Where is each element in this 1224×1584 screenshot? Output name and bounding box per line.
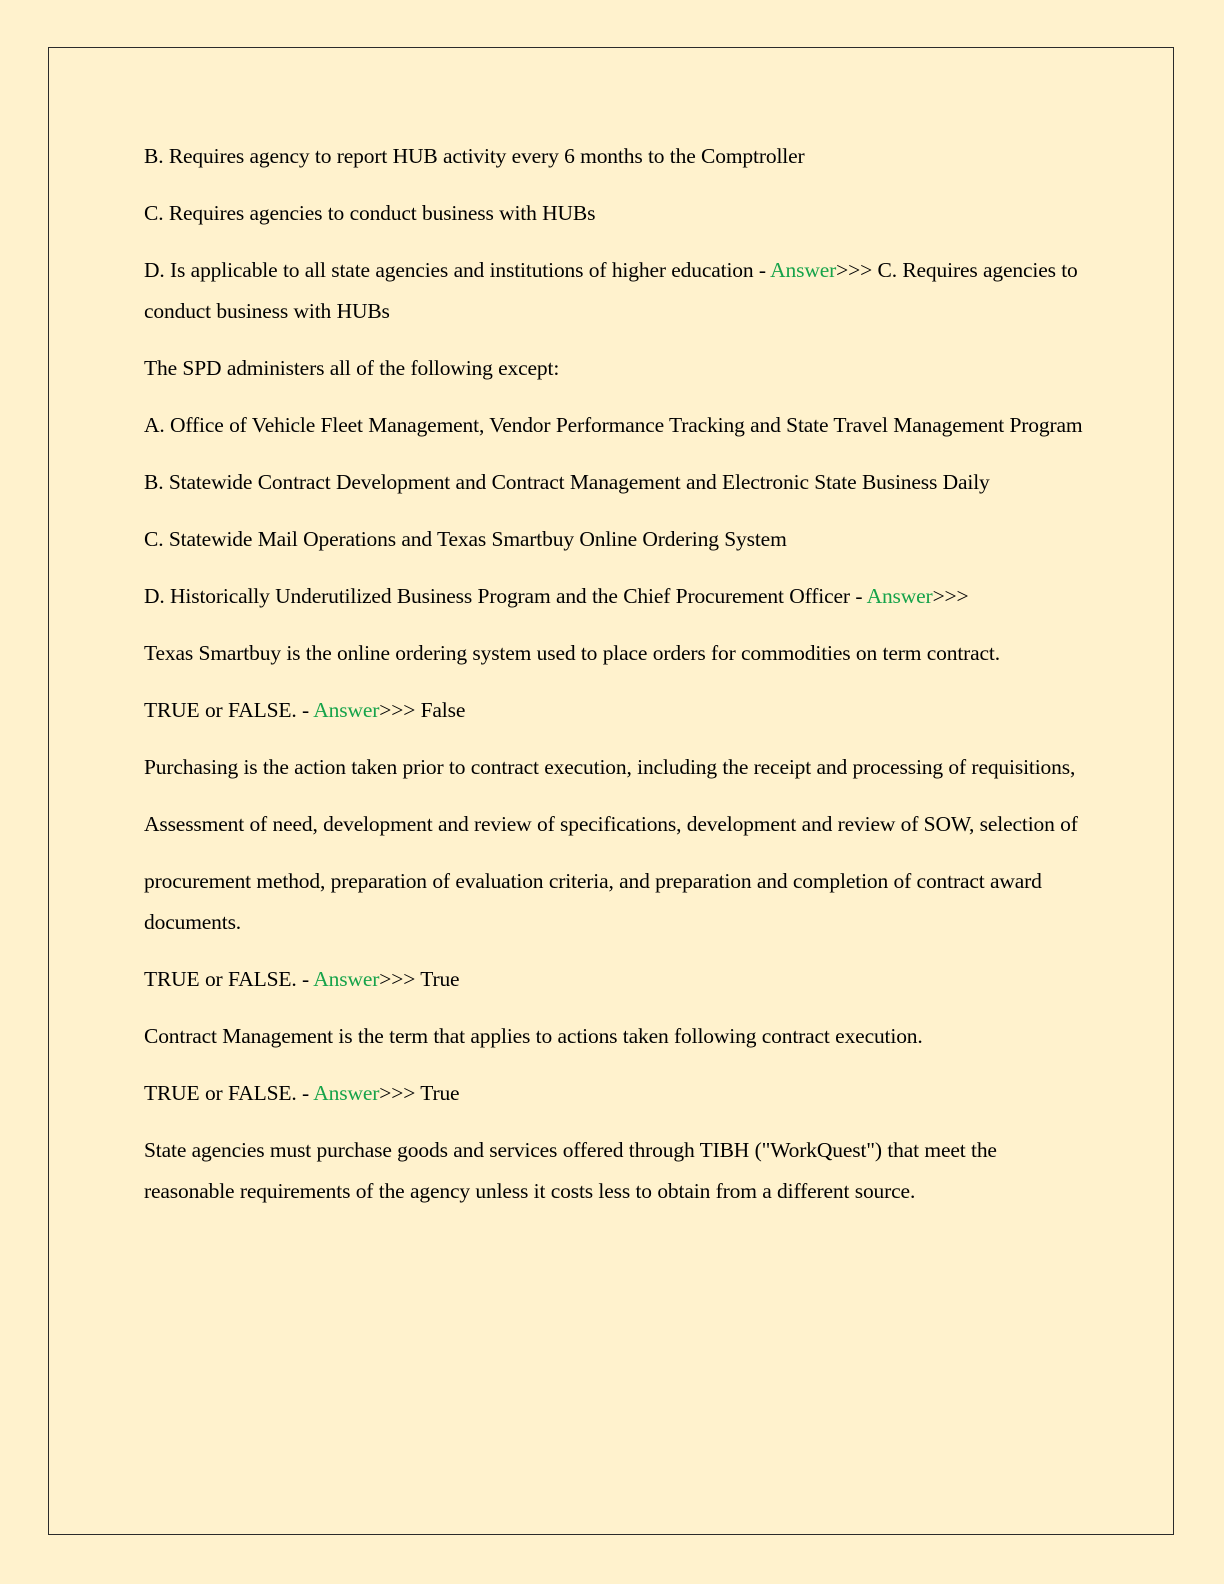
paragraph: TRUE or FALSE. - Answer>>> False [144,698,466,722]
paragraph: TRUE or FALSE. - Answer>>> True [144,1081,460,1105]
answer-label: Answer [313,698,380,722]
paragraph: B. Requires agency to report HUB activity every 6 months to the Comptroller [144,144,805,168]
answer-label: Answer [313,1081,380,1105]
paragraph: D. Historically Underutilized Business Program and the Chief Procurement Officer - Answer>>> [144,584,969,608]
paragraph: C. Statewide Mail Operations and Texas Smartbuy Online Ordering System [144,527,787,551]
paragraph: Assessment of need, development and review of specifications, development and review of SOW, selection of [144,812,1078,836]
paragraph: The SPD administers all of the following except: [144,356,560,380]
paragraph: Contract Management is the term that applies to actions taken following contract execution. [144,1024,923,1048]
paragraph: B. Statewide Contract Development and Contract Management and Electronic State Business Daily [144,470,990,494]
paragraph: TRUE or FALSE. - Answer>>> True [144,967,460,991]
paragraph: procurement method, preparation of evaluation criteria, and preparation and completion of contract award documents. [144,869,1042,934]
answer-label: Answer [866,584,933,608]
paragraph: Texas Smartbuy is the online ordering system used to place orders for commodities on term contract. [144,641,1000,665]
answer-label: Answer [770,258,837,282]
paragraph: Purchasing is the action taken prior to contract execution, including the receipt and processing of requisitions, [144,755,1076,779]
paragraph: State agencies must purchase goods and services offered through TIBH ("WorkQuest") that meet the reasonable requirements of the agency unless it costs less to obtain from a different source. [144,1138,997,1203]
paragraph: A. Office of Vehicle Fleet Management, Vendor Performance Tracking and State Travel Management Program [144,413,1083,437]
paragraph: C. Requires agencies to conduct business with HUBs [144,201,596,225]
paragraph: D. Is applicable to all state agencies and institutions of higher education - Answer>>> C. Requires agencies to conduct business with HUBs [144,258,1078,323]
document-body [144,136,1084,1228]
answer-label: Answer [313,967,380,991]
